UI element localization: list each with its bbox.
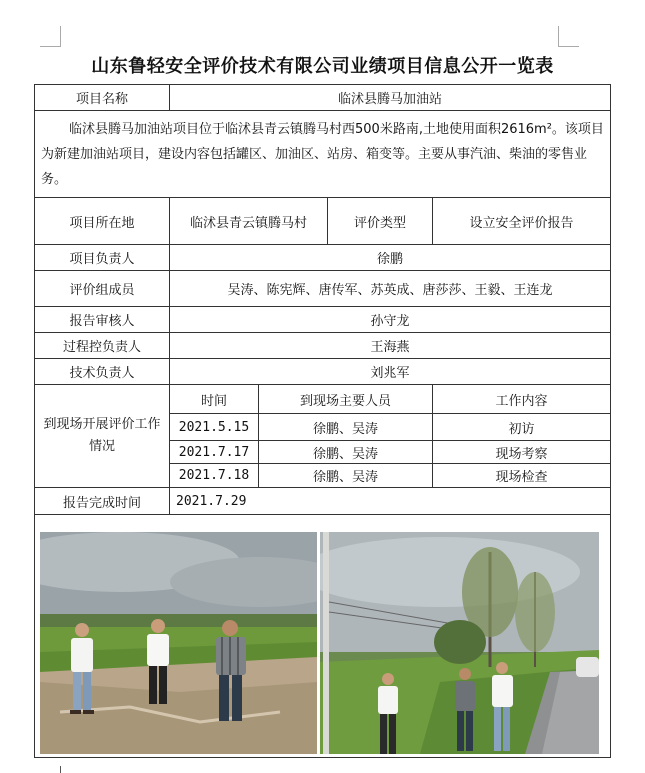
value-leader: 徐鹏 — [170, 245, 611, 271]
value-complete-date: 2021.7.29 — [170, 488, 611, 515]
visit-date: 2021.5.15 — [170, 414, 259, 441]
value-tech: 刘兆军 — [170, 359, 611, 385]
site-photo-2 — [320, 532, 599, 754]
visit-staff: 徐鹏、吴涛 — [259, 414, 433, 441]
row-location — [35, 198, 611, 245]
label-leader: 项目负责人 — [35, 245, 170, 271]
header-time: 时间 — [170, 385, 259, 414]
label-site-work — [35, 385, 170, 488]
visit-work: 现场考察 — [433, 441, 611, 464]
row-tech — [35, 359, 611, 385]
project-description-text: 临沭县腾马加油站项目位于临沭县青云镇腾马村西500米路南,土地使用面积2616m²。该项目为新建加油站项目，建设内容包括罐区、加油区、站房、箱变等。主要从事汽油、柴油的零售业务。 — [41, 121, 604, 187]
page-corner-mark — [558, 26, 579, 47]
value-members: 吴涛、陈宪辉、唐传军、苏英成、唐莎莎、王毅、王连龙 — [170, 271, 611, 307]
row-reviewer — [35, 307, 611, 333]
label-location: 项目所在地 — [35, 198, 170, 245]
label-members: 评价组成员 — [35, 271, 170, 307]
label-project-name: 项目名称 — [35, 85, 170, 111]
value-location: 临沭县青云镇腾马村 — [170, 198, 328, 245]
label-eval-type: 评价类型 — [328, 198, 433, 245]
visit-work: 初访 — [433, 414, 611, 441]
row-leader — [35, 245, 611, 271]
header-work: 工作内容 — [433, 385, 611, 414]
document-title: 山东鲁轻安全评价技术有限公司业绩项目信息公开一览表 — [91, 56, 554, 77]
value-process: 王海燕 — [170, 333, 611, 359]
row-complete — [35, 488, 611, 515]
value-reviewer: 孙守龙 — [170, 307, 611, 333]
header-staff: 到现场主要人员 — [259, 385, 433, 414]
value-project-name: 临沭县腾马加油站 — [170, 85, 611, 111]
label-tech: 技术负责人 — [35, 359, 170, 385]
page-mark — [60, 766, 61, 773]
row-description — [35, 111, 611, 198]
project-description — [35, 111, 611, 198]
page-corner-mark — [40, 26, 61, 47]
site-photo-1 — [40, 532, 317, 754]
label-process: 过程控负责人 — [35, 333, 170, 359]
visit-date: 2021.7.17 — [170, 441, 259, 464]
row-project-name — [35, 85, 611, 111]
visit-staff: 徐鹏、吴涛 — [259, 464, 433, 488]
label-site-work-text: 到现场开展评价工作情况 — [43, 417, 161, 454]
visit-date: 2021.7.18 — [170, 464, 259, 488]
row-process — [35, 333, 611, 359]
label-complete: 报告完成时间 — [35, 488, 170, 515]
label-reviewer: 报告审核人 — [35, 307, 170, 333]
value-eval-type: 设立安全评价报告 — [433, 198, 611, 245]
row-site-header — [35, 385, 611, 414]
row-members — [35, 271, 611, 307]
visit-work: 现场检查 — [433, 464, 611, 488]
visit-staff: 徐鹏、吴涛 — [259, 441, 433, 464]
